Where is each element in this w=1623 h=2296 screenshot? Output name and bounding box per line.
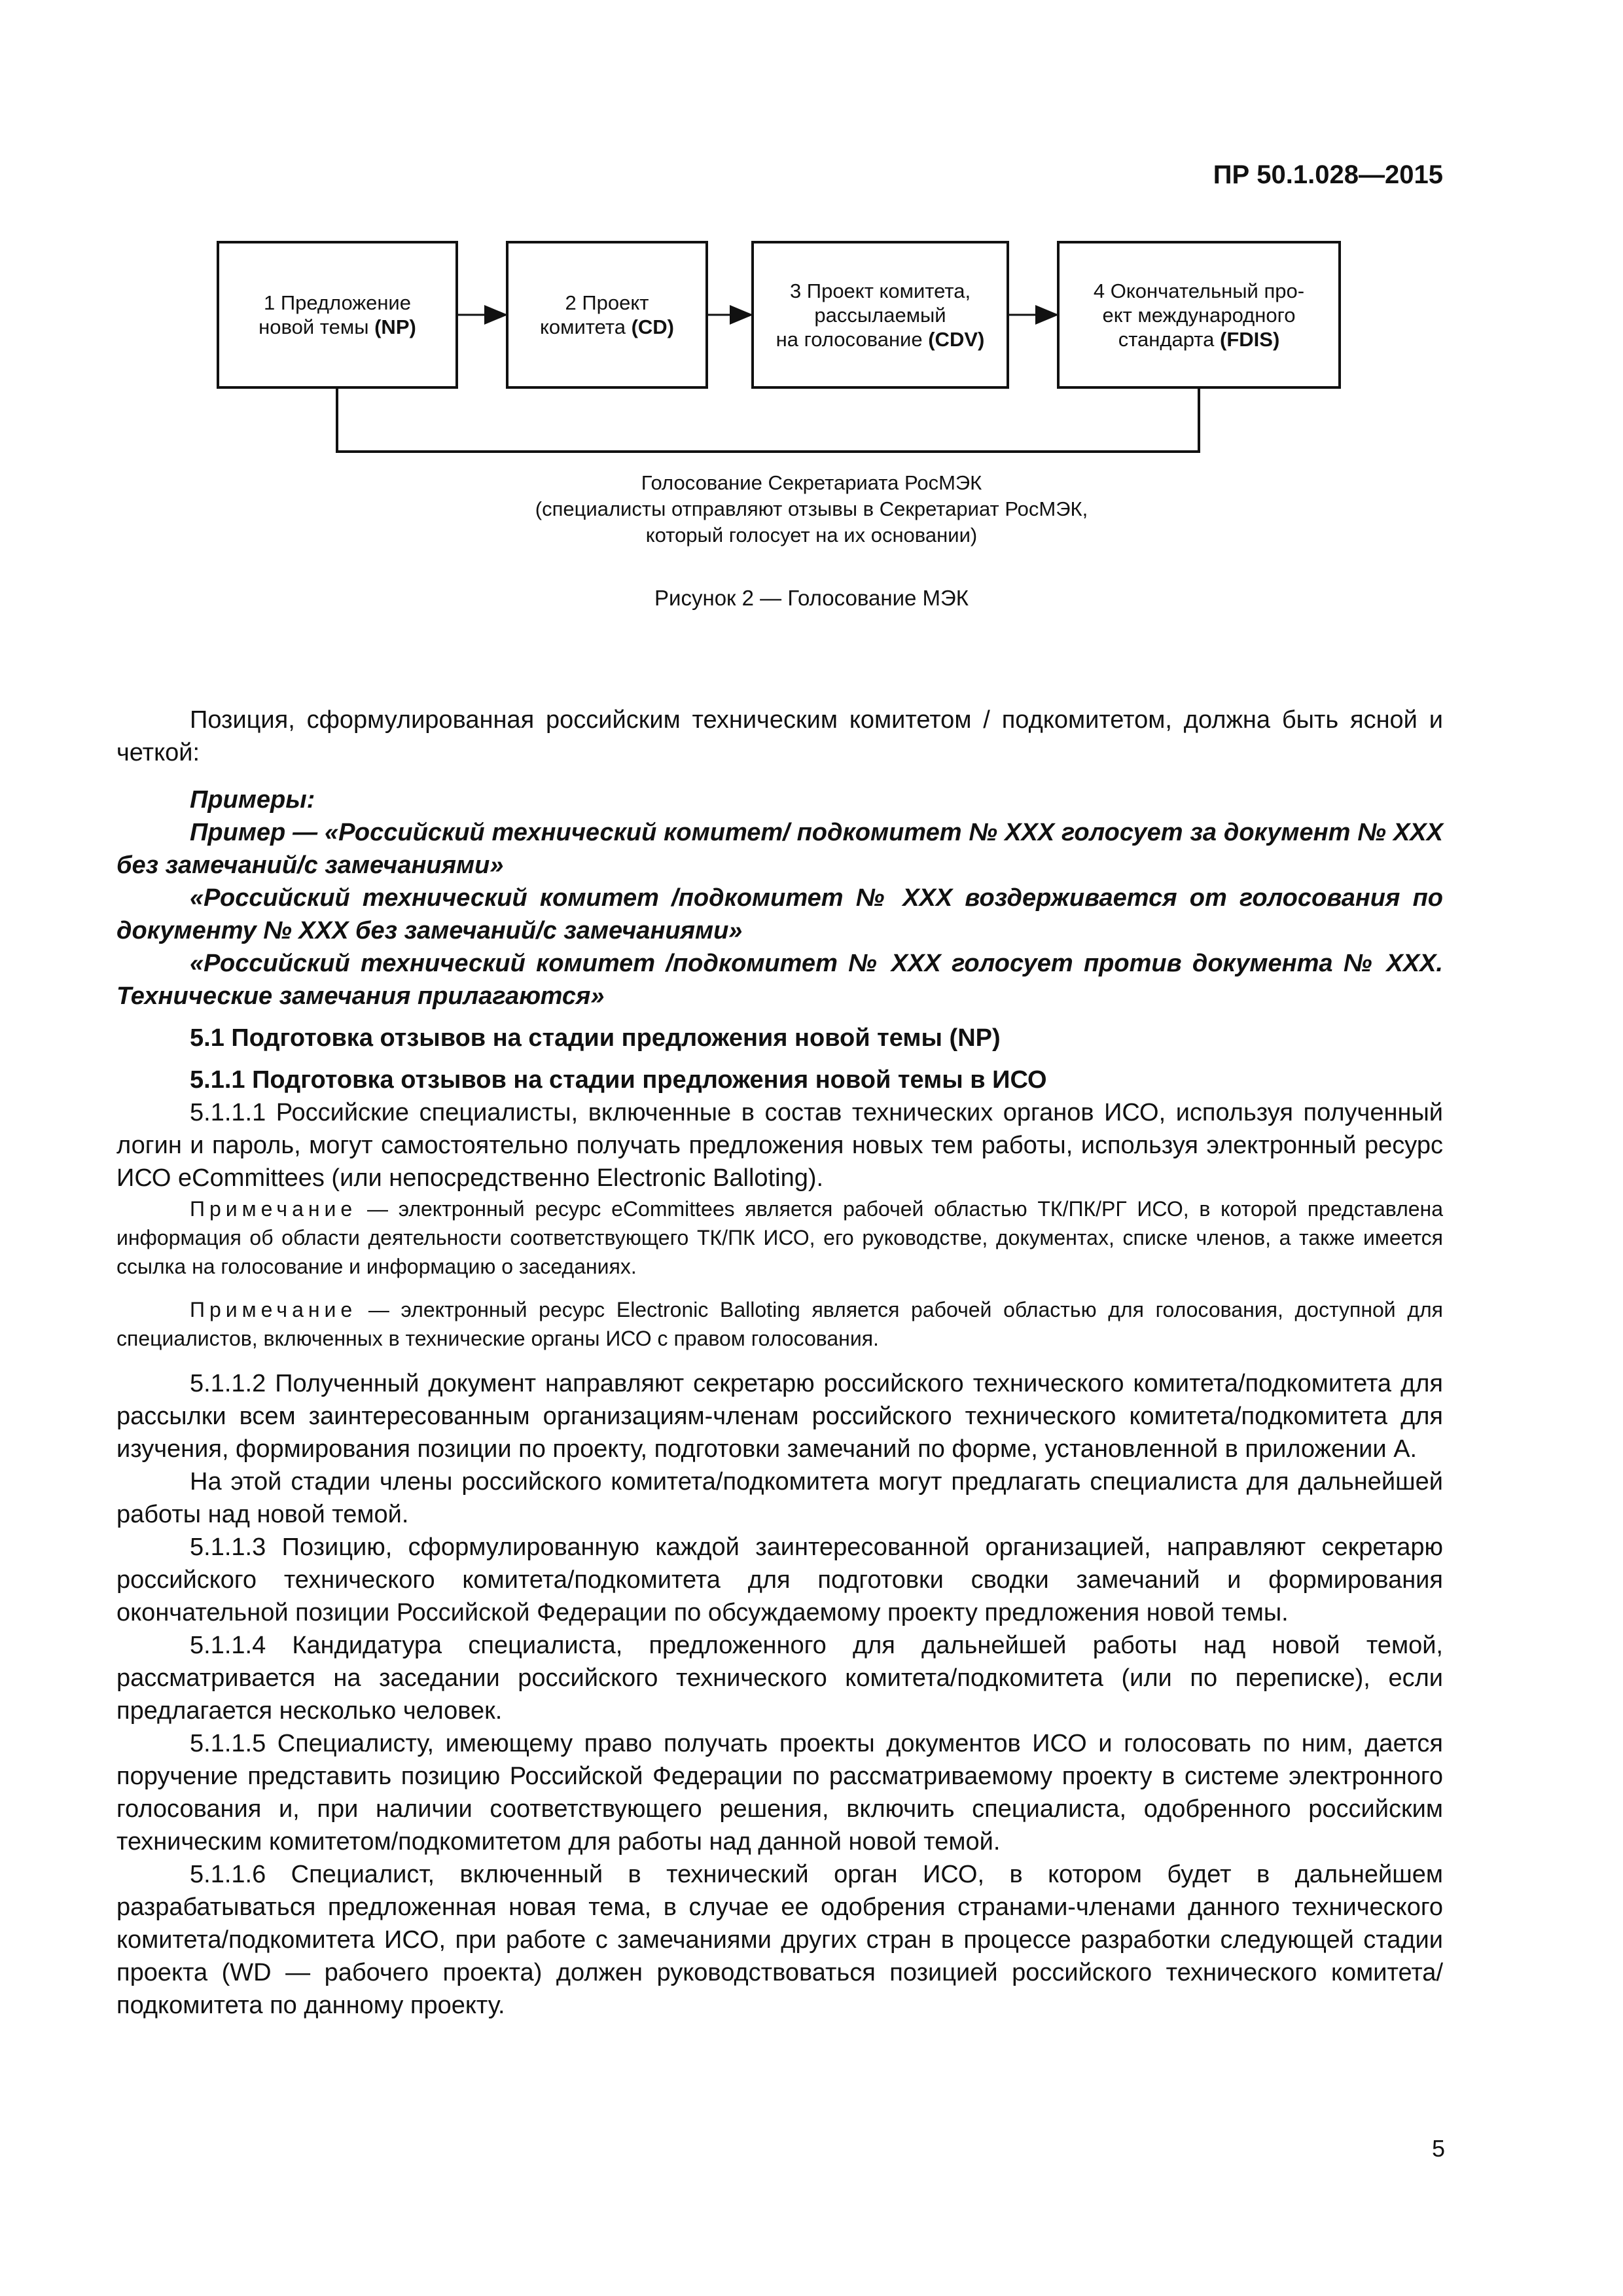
voting-loop-line [337,387,1199,452]
note-label: Примечание [190,1298,357,1321]
section-heading-5-1: 5.1 Подготовка отзывов на стадии предложения новой темы (NP) [190,1024,1001,1052]
paragraph-stage-members: На этой стадии члены российского комитета/подкомитета могут предлагать специалиста для дальнейшей работы над новой темой. [116,1468,1443,1528]
section-heading-5-1-1: 5.1.1 Подготовка отзывов на стадии предложения новой темы в ИСО [190,1066,1047,1094]
body-text [116,704,1443,2022]
stage-box-4-label: 4 Окончательный про- ект международного стандарта (FDIS) [1093,279,1305,351]
voting-loop-caption: Голосование Секретариата РосМЭК (специалисты отправляют отзывы в Секретариат РосМЭК, который голосует на их основании) [535,471,1088,547]
paragraph-5-1-1-1: 5.1.1.1 Российские специалисты, включенные в состав технических органов ИСО, используя полученный логин и пароль, могут самостоятельно получать предложения новых тем работы, используя электронный ресурс ИСО eCommittees (или непосредственно Electronic Balloting). [116,1099,1443,1192]
example-3: «Российский технический комитет /подкомитет № XXX голосует против документа № XXX. Технические замечания прилагаются» [116,950,1443,1010]
note-2: Примечание — электронный ресурс Electronic Balloting является рабочей областью для голосования, доступной для специалистов, включенных в технические органы ИСО с правом голосования. [116,1298,1444,1350]
stage-box-3-label: 3 Проект комитета, рассылаемый на голосование (CDV) [776,279,985,351]
stage-box-2-label: 2 Проект комитета (CD) [540,291,674,338]
paragraph-5-1-1-6: 5.1.1.6 Специалист, включенный в технический орган ИСО, в котором будет в дальнейшем разрабатываться предложенная новая тема, в случае ее одобрения странами-членами данного технического комитета/подкомитета ИСО, при работе с замечаниями других стран в процессе разработки следующей стадии проекта (WD — рабочего проекта) должен руководствоваться позицией российского технического комитета/подкомитета по данному проекту. [116,1861,1443,2019]
document-code: ПР 50.1.028—2015 [1213,160,1443,189]
stage-box-1-label: 1 Предложение новой темы (NP) [259,291,416,338]
paragraph-5-1-1-4: 5.1.1.4 Кандидатура специалиста, предложенного для дальнейшей работы над новой темой, рассматривается на заседании российского технического комитета/подкомитета (или по переписке), если предлагается несколько человек. [116,1632,1443,1725]
example-1: Пример — «Российский технический комитет/ подкомитет № XXX голосует за документ № XXX без замечаний/с замечаниями» [116,819,1443,879]
paragraph-5-1-1-3: 5.1.1.3 Позицию, сформулированную каждой заинтересованной организацией, направляют секретарю российского технического комитета/подкомитета для подготовки сводки замечаний и формирования окончательной позиции Российской Федерации по обсуждаемому проекту предложения новой темы. [116,1534,1443,1626]
paragraph-5-1-1-5: 5.1.1.5 Специалисту, имеющему право получать проекты документов ИСО и голосовать по ним, дается поручение представить позицию Российской Федерации по рассматриваемому проекту в системе электронного голосования и, при наличии соответствующего решения, включить специалиста, одобренного российским техническим комитетом/подкомитетом для работы над данной новой темой. [116,1730,1443,1856]
page-number: 5 [1431,2135,1445,2162]
intro-paragraph: Позиция, сформулированная российским техническим комитетом / подкомитетом, должна быть ясной и четкой: [116,706,1443,766]
paragraph-5-1-1-2: 5.1.1.2 Полученный документ направляют секретарю российского технического комитета/подкомитета для рассылки всем заинтересованным организациям-членам российского технического комитета/подкомитета для изучения, формирования позиции по проекту, подготовки замечаний по форме, установленной в приложении А. [116,1370,1443,1463]
note-1: Примечание — электронный ресурс eCommittees является рабочей областью ТК/ПК/РГ ИСО, в которой представлена информация об области деятельности соответствующего ТК/ПК ИСО, его руководстве, документах, списке членов, а также имеется ссылка на голосование и информацию о заседаниях. [116,1197,1444,1278]
examples-title: Примеры: [190,786,315,814]
note-label: Примечание [190,1197,357,1221]
figure-caption: Рисунок 2 — Голосование МЭК [654,586,969,610]
example-2: «Российский технический комитет /подкомитет № XXX воздерживается от голосования по документу № XXX без замечаний/с замечаниями» [116,884,1443,944]
